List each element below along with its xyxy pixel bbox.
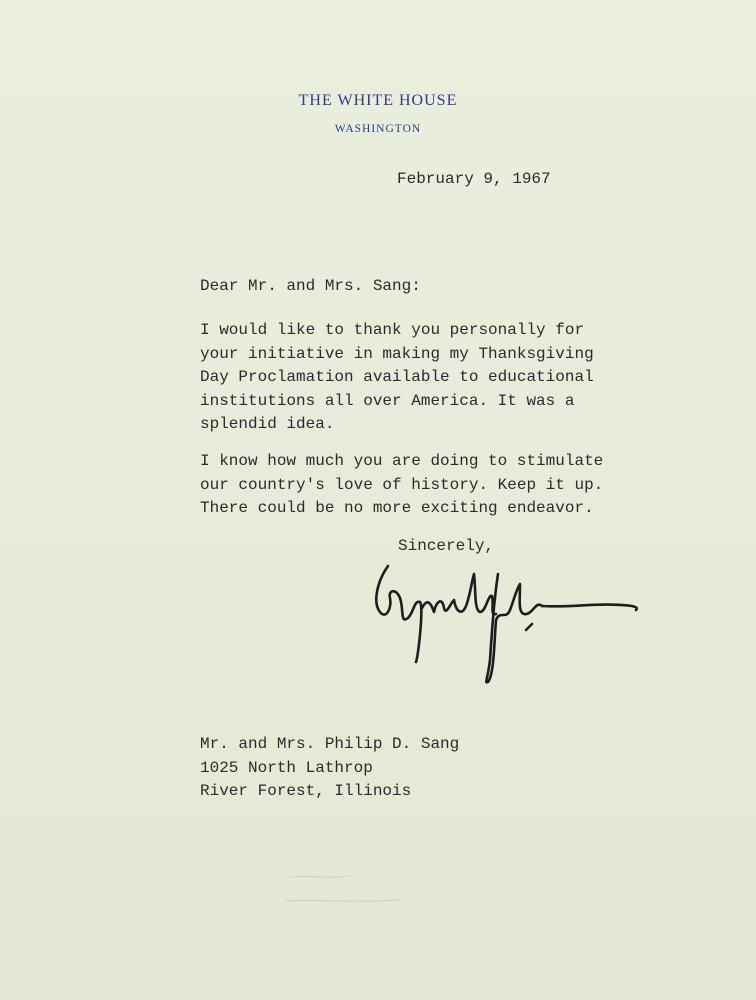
recipient-name: Mr. and Mrs. Philip D. Sang xyxy=(200,735,460,753)
recipient-city: River Forest, Illinois xyxy=(200,782,412,800)
letterhead-title: THE WHITE HOUSE xyxy=(298,92,458,109)
body-line: splendid idea. xyxy=(200,415,335,433)
bleed-through-marks xyxy=(280,865,420,915)
closing: Sincerely, xyxy=(398,537,495,555)
recipient-street: 1025 North Lathrop xyxy=(200,758,373,777)
signature xyxy=(370,550,650,690)
recipient-address xyxy=(200,733,459,804)
body-line: your initiative in making my Thanksgiving xyxy=(200,344,594,363)
body-paragraph-1 xyxy=(200,319,594,437)
body-line: our country's love of history. Keep it up. xyxy=(200,475,604,494)
body-paragraph-2 xyxy=(200,450,603,521)
body-line: institutions all over America. It was a xyxy=(200,391,575,410)
body-line: There could be no more exciting endeavor. xyxy=(200,499,594,517)
letterhead-city: WASHINGTON xyxy=(334,123,422,135)
salutation: Dear Mr. and Mrs. Sang: xyxy=(200,277,421,295)
letter-date: February 9, 1967 xyxy=(397,170,551,188)
body-line: I know how much you are doing to stimulate xyxy=(200,452,604,470)
body-line: Day Proclamation available to educational xyxy=(200,368,594,386)
body-line: I would like to thank you personally for xyxy=(200,321,585,339)
